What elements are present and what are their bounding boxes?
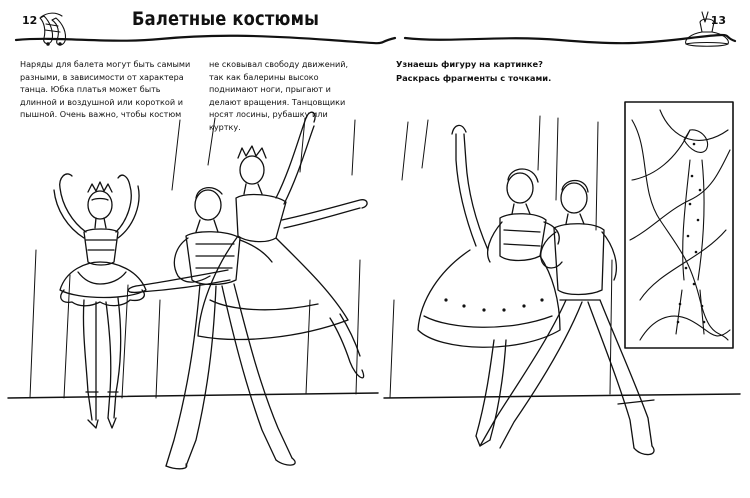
floor-line-left (8, 393, 378, 398)
page-number-left: 12 (22, 14, 38, 27)
task-instruction: Раскрась фрагменты с точками. (396, 73, 552, 83)
ballerina-left-figure (54, 174, 146, 428)
task-instructions (396, 57, 596, 85)
body-text-column-2: не сковывал свободу движений, так как балерины высоко поднимают ноги, прыгают и делают вращения. Танцовщики носят лосины, рубашку или куртку. (209, 59, 349, 132)
page-number-right: 13 (710, 14, 726, 27)
pointe-shoes-icon (40, 13, 66, 45)
page-title: Балетные костюмы (132, 8, 320, 30)
floor-line-right (384, 394, 740, 398)
task-question: Узнаешь фигуру на картинке? (396, 59, 543, 69)
curtain-lines-left (30, 118, 360, 398)
header-rule (16, 35, 735, 43)
skirt-dots (444, 298, 543, 311)
body-text-column-1: Наряды для балета могут быть самыми разными, в зависимости от характера танца. Юбка платья может быть длинной и воздушной или короткой и пышной. Очень важно, чтобы костюм (20, 59, 191, 120)
male-dancer-right-figure (480, 181, 654, 455)
mosaic-picture-frame (625, 102, 733, 348)
male-dancer-left-figure (166, 188, 295, 469)
